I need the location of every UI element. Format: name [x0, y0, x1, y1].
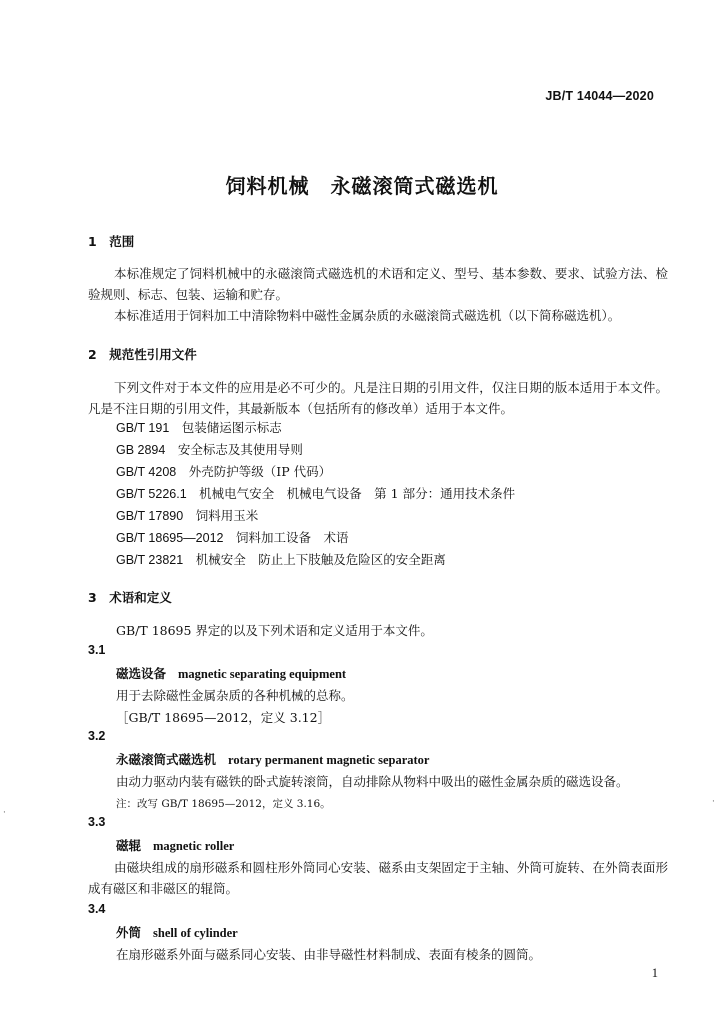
ref-line: [116, 440, 303, 458]
ref-title: 机械电气安全 机械电气设备 第 1 部分：通用技术条件: [199, 486, 516, 501]
scan-edge-mark: ·: [712, 797, 715, 807]
standard-number: JB/T 14044—2020: [545, 89, 654, 103]
ref-code: GB/T 4208: [116, 465, 177, 479]
term-note: 注：改写 GB/T 18695—2012，定义 3.16。: [116, 798, 331, 810]
ref-code: GB/T 23821: [116, 553, 184, 567]
term-en: magnetic roller: [153, 839, 235, 853]
document-title: 饲料机械 永磁滚筒式磁选机: [225, 174, 499, 198]
scan-edge-mark: ·: [3, 808, 6, 818]
term-number: 3.4: [88, 902, 106, 916]
scope-paragraph-1: 本标准规定了饲料机械中的永磁滚筒式磁选机的术语和定义、型号、基本参数、要求、试验方法、检验规则、标志、包装、运输和贮存。: [88, 266, 668, 302]
term-number: 3.1: [88, 643, 106, 657]
term-definition: 用于去除磁性金属杂质的各种机械的总称。: [116, 688, 354, 703]
term-number: 3.3: [88, 815, 106, 829]
section-heading-terms: 3 术语和定义: [88, 590, 172, 605]
term-zh: 外筒: [116, 925, 142, 940]
normative-refs-intro: 下列文件对于本文件的应用是必不可少的。凡是注日期的引用文件，仅注日期的版本适用于本文件。凡是不注日期的引用文件，其最新版本（包括所有的修改单）适用于本文件。: [88, 380, 668, 416]
ref-title: 外壳防护等级（IP 代码）: [188, 464, 332, 479]
term-zh: 永磁滚筒式磁选机: [116, 752, 217, 767]
term-en: magnetic separating equipment: [178, 667, 347, 681]
term-en: shell of cylinder: [153, 926, 238, 940]
ref-title: 机械安全 防止上下肢触及危险区的安全距离: [195, 552, 446, 567]
term-heading: [116, 750, 429, 768]
ref-title: 饲料加工设备 术语: [236, 530, 349, 545]
ref-line: [116, 484, 515, 502]
section-heading-scope: 1 范围: [88, 234, 135, 249]
term-number: 3.2: [88, 729, 106, 743]
ref-code: GB/T 17890: [116, 509, 184, 523]
terms-intro: GB/T 18695 界定的以及下列术语和定义适用于本文件。: [116, 623, 433, 638]
term-zh: 磁辊: [116, 838, 142, 853]
ref-line: [116, 528, 349, 546]
ref-code: GB 2894: [116, 443, 166, 457]
ref-line: [116, 550, 446, 568]
scope-paragraph-2: 本标准适用于饲料加工中清除物料中磁性金属杂质的永磁滚筒式磁选机（以下简称磁选机）。: [114, 308, 621, 323]
ref-line: [116, 506, 258, 524]
ref-title: 安全标志及其使用导则: [177, 442, 303, 457]
ref-title: 饲料用玉米: [195, 508, 259, 523]
term-definition: 在扇形磁系外面与磁系同心安装、由非导磁性材料制成、表面有棱条的圆筒。: [116, 947, 542, 962]
term-definition: 由磁块组成的扇形磁系和圆柱形外筒同心安装、磁系由支架固定于主轴、外筒可旋转、在外筒表面形成有磁区和非磁区的辊筒。: [88, 860, 668, 896]
term-en: rotary permanent magnetic separator: [228, 753, 430, 767]
ref-title: 包装储运图示标志: [181, 420, 282, 435]
term-definition: 由动力驱动内装有磁铁的卧式旋转滚筒，自动排除从物料中吸出的磁性金属杂质的磁选设备。: [116, 774, 629, 789]
ref-code: GB/T 5226.1: [116, 487, 187, 501]
page-number: 1: [651, 966, 658, 980]
ref-line: [116, 462, 331, 480]
term-heading: [116, 664, 346, 682]
ref-line: [116, 418, 282, 436]
term-heading: [116, 836, 234, 854]
section-heading-normative-refs: 2 规范性引用文件: [88, 347, 197, 362]
term-zh: 磁选设备: [116, 666, 167, 681]
ref-code: GB/T 18695—2012: [116, 531, 224, 545]
term-source: ［GB/T 18695—2012，定义 3.12］: [116, 710, 331, 725]
ref-code: GB/T 191: [116, 421, 170, 435]
term-heading: [116, 923, 238, 941]
